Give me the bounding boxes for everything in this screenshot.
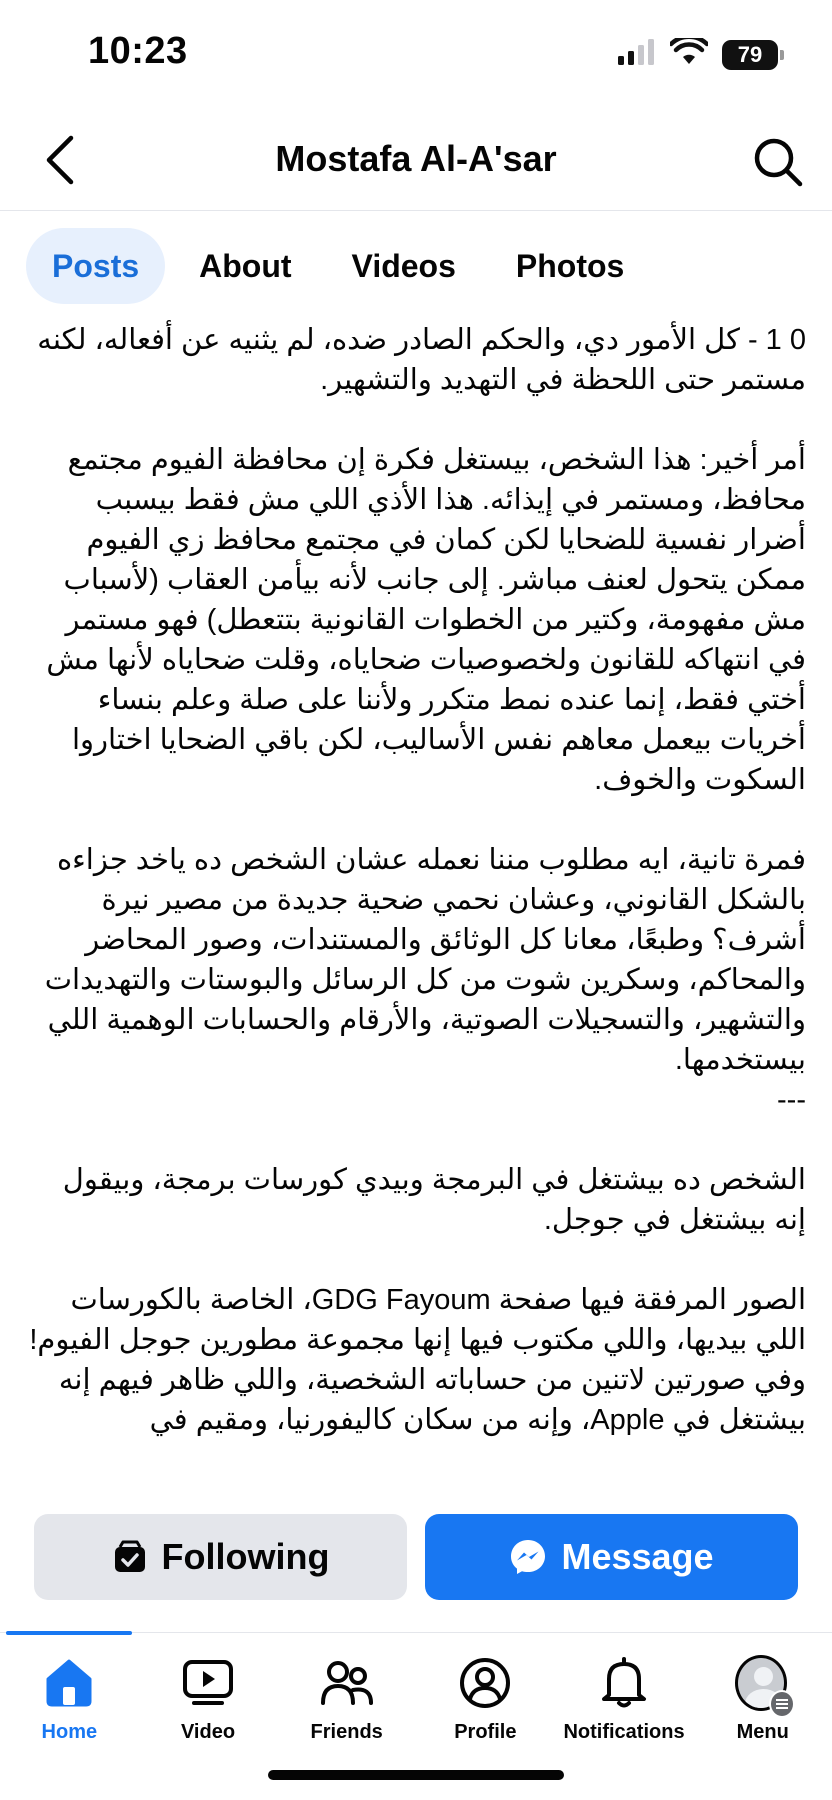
profile-tabs (26, 228, 650, 304)
following-button[interactable] (34, 1514, 407, 1600)
message-label: Message (561, 1536, 714, 1577)
post-paragraph: أمر أخير: هذا الشخص، بيستغل فكرة إن محافظة الفيوم مجتمع محافظ، ومستمر في إيذائه. هذا الأذي اللي مش فقط بيسبب أضرار نفسية للضحايا لكن كمان في مجتمع محافظ زي الفيوم ممكن يتحول لعنف مباشر. إلى جانب لأنه بيأمن العقاب (لأسباب مش مفهومة، وكتير من الخطوات القانونية بتتعطل) فهو مستمر في انتهاكه للقانون ولخصوصيات ضحاياه، وقلت ضحاياه لأنها مش أختي فقط، إنما عنده نمط متكرر ولأننا على صلة وعلم بنساء أخريات بيعمل معاهم نفس الأساليب، لكن باقي الضحايا اختاروا السكوت والخوف. (46, 444, 806, 796)
home-indicator (268, 1770, 564, 1780)
status-icons (616, 38, 778, 71)
nav-menu[interactable] (693, 1633, 832, 1753)
following-label: Following (161, 1536, 330, 1577)
nav-notifications[interactable] (555, 1633, 694, 1753)
nav-friends[interactable] (277, 1633, 416, 1753)
wifi-icon (670, 38, 708, 71)
nav-label: Profile (454, 1721, 517, 1743)
bell-icon (596, 1655, 652, 1711)
battery-indicator (722, 40, 778, 70)
nav-profile[interactable] (416, 1633, 555, 1753)
post-text (26, 320, 806, 1485)
following-check-icon (112, 1539, 148, 1575)
nav-label: Video (180, 1721, 236, 1743)
search-icon (752, 136, 804, 188)
nav-home[interactable] (0, 1633, 139, 1753)
profile-actions (34, 1514, 798, 1600)
bottom-nav (0, 1632, 832, 1753)
tab-about[interactable]: About (199, 247, 292, 284)
home-icon (41, 1655, 97, 1711)
tab-videos[interactable]: Videos (351, 247, 456, 284)
post-paragraph: الشخص ده بيشتغل في البرمجة وبيدي كورسات برمجة، وبيقول إنه بيشتغل في جوجل. (62, 1164, 806, 1236)
battery-level: 79 (737, 41, 763, 67)
tab-photos[interactable]: Photos (515, 247, 625, 284)
post-paragraph: 0 1 - كل الأمور دي، والحكم الصادر ضده، لم يثنيه عن أفعاله، لكنه مستمر حتى اللحظة في التهديد والتشهير. (37, 324, 806, 396)
menu-avatar (735, 1655, 791, 1711)
video-icon (180, 1655, 236, 1711)
nav-label: Notifications (563, 1721, 685, 1743)
messenger-icon (509, 1538, 547, 1576)
nav-label: Friends (310, 1721, 383, 1743)
post-paragraph: الصور المرفقة فيها صفحة GDG Fayoum، الخاصة بالكورسات اللي بيديها، واللي مكتوب فيها إنها مجموعة مطورين جوجل الفيوم! (29, 1284, 806, 1356)
profile-header (0, 110, 832, 211)
nav-label: Home (41, 1721, 98, 1743)
post-paragraph: فمرة تانية، ايه مطلوب مننا نعمله عشان الشخص ده ياخد جزاءه بالشكل القانوني، وعشان نحمي ضحية جديدة من مصير نيرة أشرف؟ وطبعًا، معانا كل الوثائق والمستندات، وصور المحاضر والمحاكم، وسكرين شوت من كل الرسائل والبوستات والتهديدات والتشهير، والتسجيلات الصوتية، والأرقام والحسابات الوهمية اللي بيستخدمها. (44, 844, 806, 1076)
friends-icon (319, 1655, 375, 1711)
menu-icon (769, 1690, 795, 1718)
post-separator: --- (777, 1084, 806, 1116)
profile-icon (457, 1655, 513, 1711)
page-title: Mostafa Al-A'sar (275, 138, 557, 179)
nav-label: Menu (736, 1721, 789, 1743)
post-paragraph: وفي صورتين لاتنين من حساباته الشخصية، واللي ظاهر فيهم إنه بيشتغل في Apple، وإنه من سكان كاليفورنيا، ومقيم في (58, 1364, 806, 1436)
tab-posts[interactable]: Posts (26, 228, 165, 304)
cellular-signal-icon (616, 38, 656, 71)
search-button[interactable] (746, 130, 810, 194)
status-bar (0, 0, 832, 110)
active-tab-indicator (6, 1631, 132, 1635)
nav-video[interactable] (139, 1633, 278, 1753)
message-button[interactable] (425, 1514, 798, 1600)
status-time: 10:23 (88, 30, 188, 72)
